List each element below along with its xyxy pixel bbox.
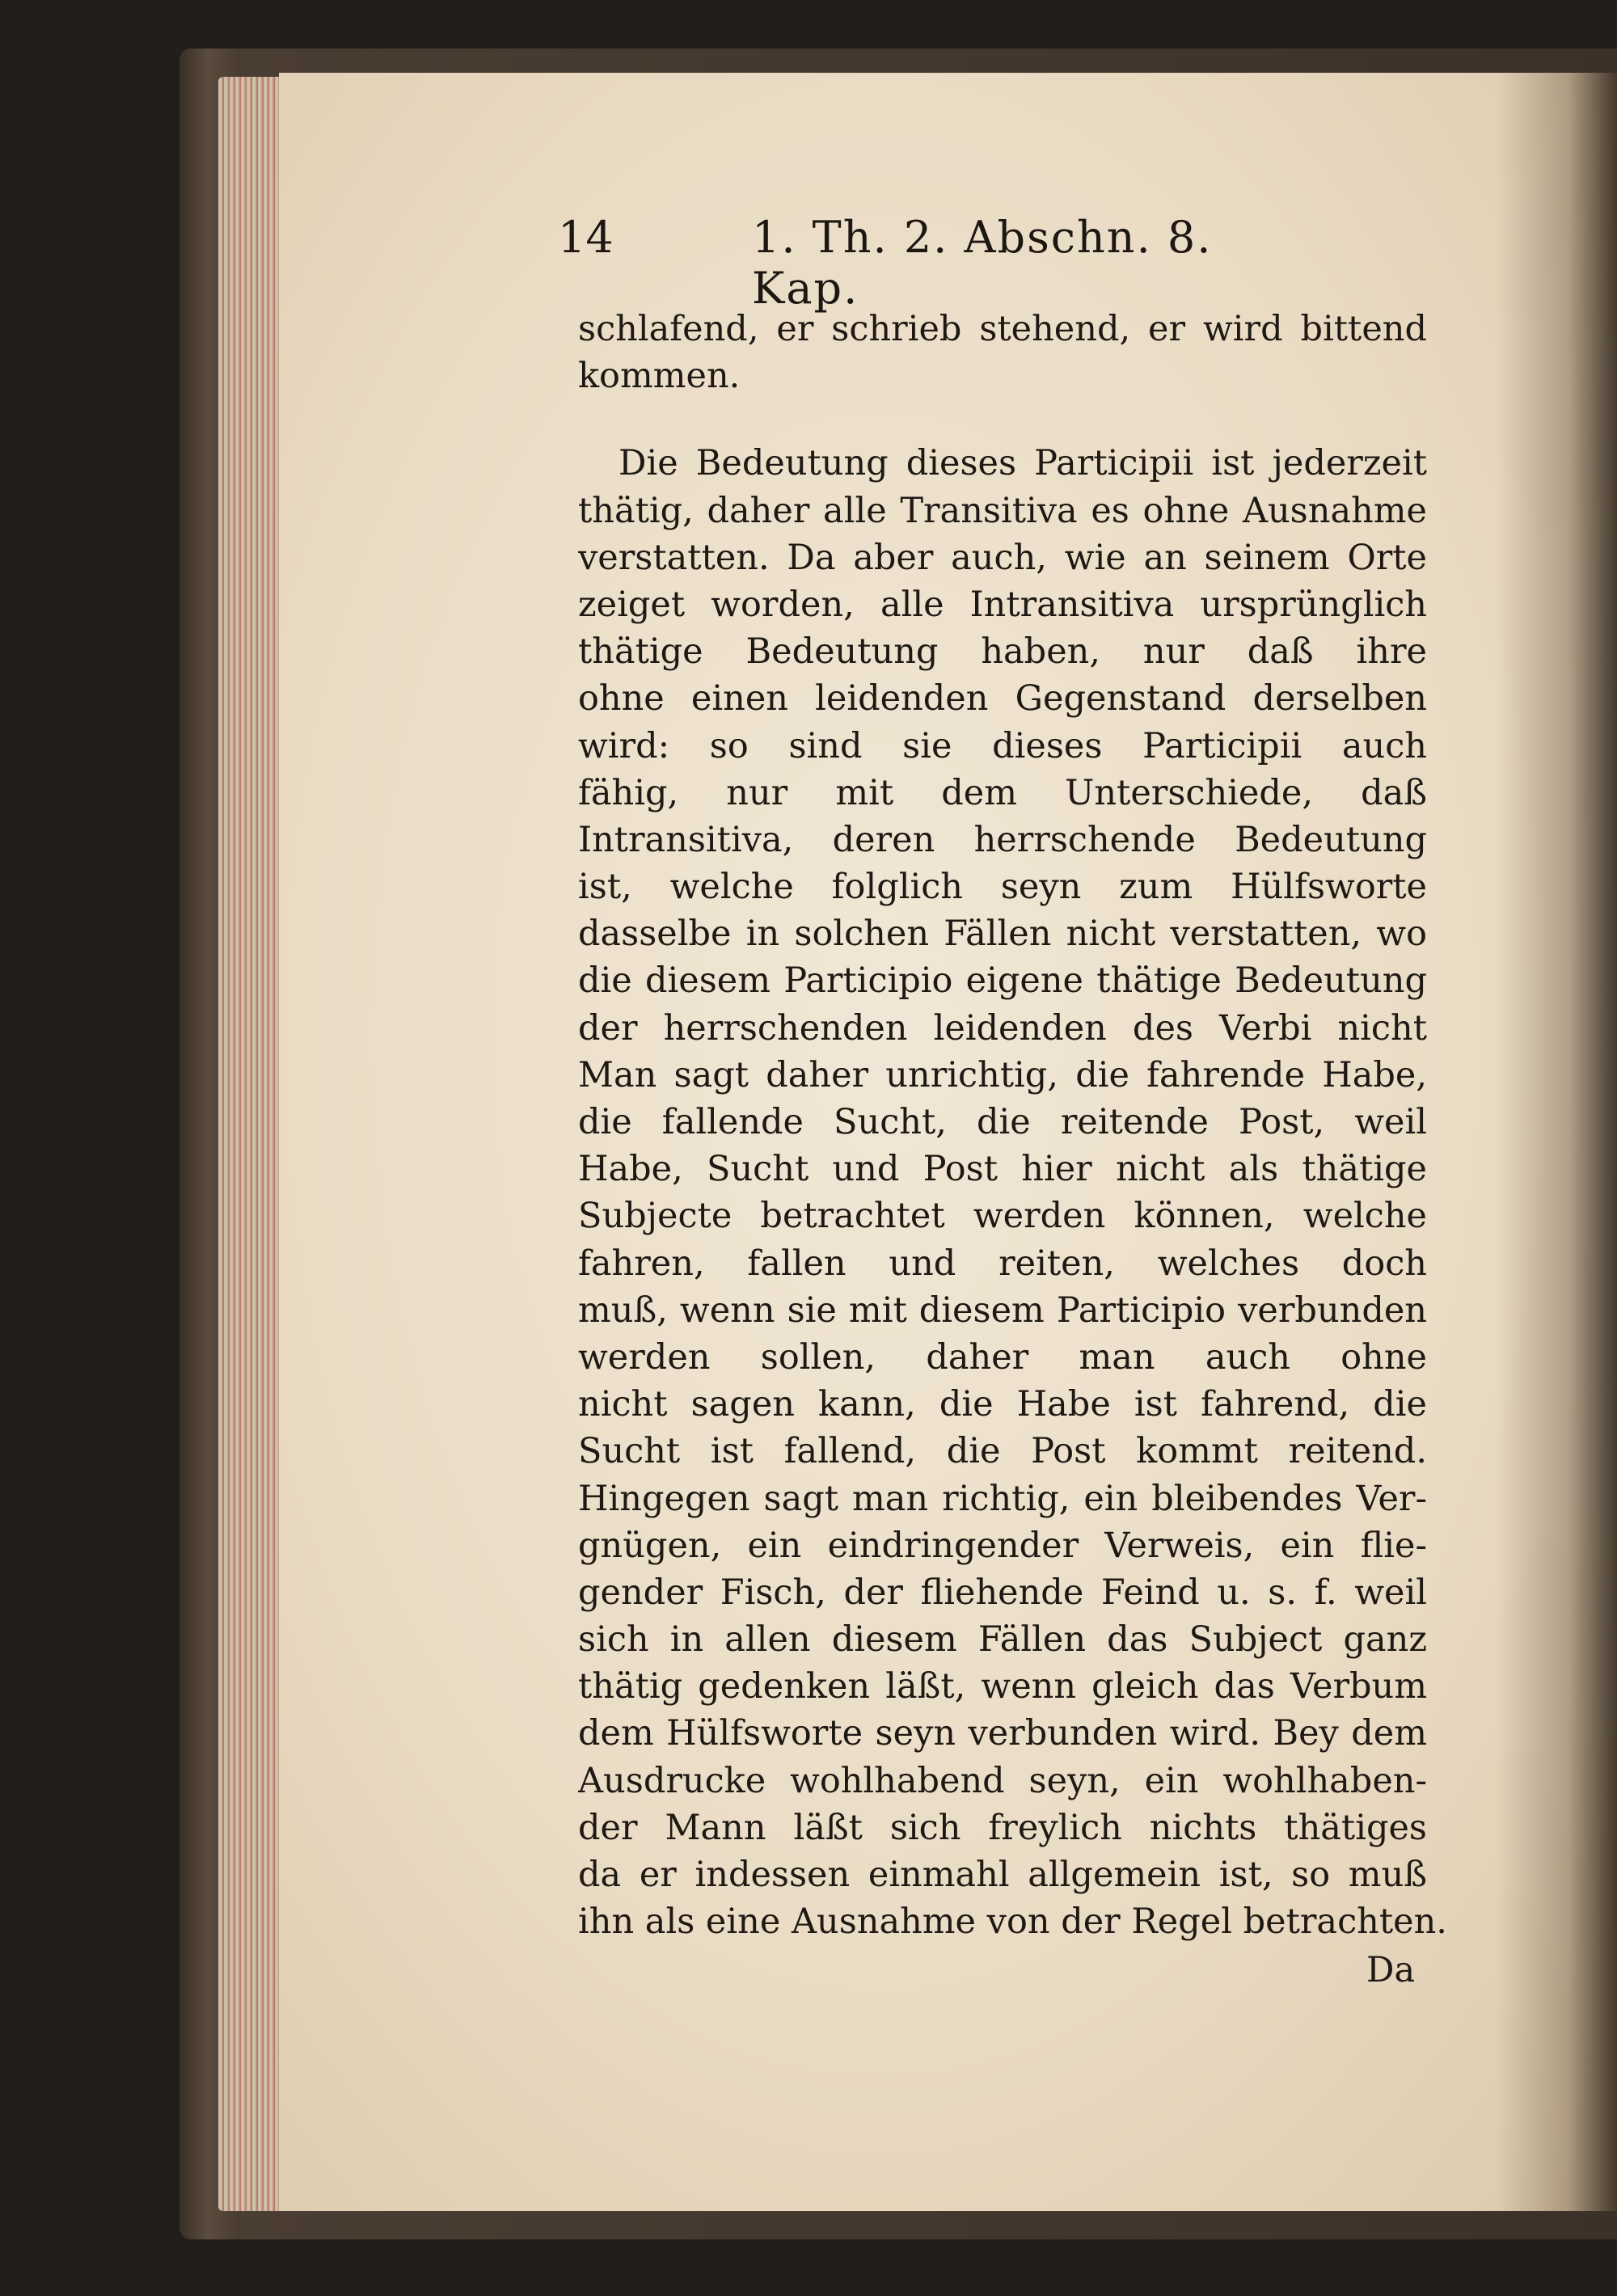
text-line: thätige Bedeutung haben, nur daß ihre xyxy=(578,631,1427,673)
text-line: Die Bedeutung dieses Participii ist jederzeit xyxy=(619,443,1427,484)
text-line: Subjecte betrachtet werden können, welche xyxy=(578,1196,1427,1237)
text-line: fähig, nur mit dem Unterschiede, daß xyxy=(578,772,1427,813)
text-line: werden sollen, daher man auch ohne xyxy=(578,1336,1427,1378)
catchword: Da xyxy=(1366,1950,1416,1990)
text-line: thätig gedenken läßt, wenn gleich das Verbum xyxy=(578,1666,1427,1707)
text-line: die diesem Participio eigene thätige Bedeutung xyxy=(578,960,1427,1002)
text-line: wird: so sind sie dieses Participii auch xyxy=(578,725,1427,766)
text-line: Sucht ist fallend, die Post kommt reitend. xyxy=(578,1431,1427,1472)
paragraph-gap xyxy=(578,399,1427,440)
text-line: Ausdrucke wohlhabend seyn, ein wohlhaben- xyxy=(578,1760,1427,1801)
page-edges xyxy=(218,77,283,2211)
text-line: der Mann läßt sich freylich nichts thätiges xyxy=(578,1807,1427,1848)
text-line: verstatten. Da aber auch, wie an seinem Orte xyxy=(578,537,1427,578)
paragraph xyxy=(578,306,1427,399)
paragraph xyxy=(578,440,1447,1945)
text-line: dem Hülfsworte seyn verbunden wird. Bey dem xyxy=(578,1713,1427,1754)
text-line: ohne einen leidenden Gegenstand derselben xyxy=(578,678,1427,720)
text-line: thätig, daher alle Transitiva es ohne Ausnahme xyxy=(578,490,1427,531)
text-line: nicht sagen kann, die Habe ist fahrend, die xyxy=(578,1384,1427,1425)
text-line: kommen. xyxy=(578,356,741,397)
text-line: dasselbe in solchen Fällen nicht verstatten, wo xyxy=(578,914,1427,955)
gutter-shadow xyxy=(1496,73,1617,2211)
text-line: Habe, Sucht und Post hier nicht als thätige xyxy=(578,1149,1427,1190)
text-line: ist, welche folglich seyn zum Hülfsworte xyxy=(578,867,1427,908)
text-line: fahren, fallen und reiten, welches doch xyxy=(578,1243,1427,1284)
text-line: da er indessen einmahl allgemein ist, so muß xyxy=(578,1855,1427,1895)
text-line: der herrschenden leidenden des Verbi nicht xyxy=(578,1007,1427,1049)
page-number: 14 xyxy=(558,212,614,263)
text-line: ihn als eine Ausnahme von der Regel betrachten. xyxy=(578,1901,1447,1943)
text-line: gender Fisch, der fliehende Feind u. s. f. weil xyxy=(578,1572,1427,1613)
text-line: schlafend, er schrieb stehend, er wird bittend xyxy=(578,309,1427,349)
text-line: Man sagt daher unrichtig, die fahrende Habe, xyxy=(578,1054,1427,1095)
text-line: muß, wenn sie mit diesem Participio verbunden xyxy=(578,1289,1427,1331)
body-text xyxy=(578,306,1447,1945)
text-line: gnügen, ein eindringender Verweis, ein flie- xyxy=(578,1525,1427,1566)
text-line: sich in allen diesem Fällen das Subject ganz xyxy=(578,1619,1427,1661)
text-line: zeiget worden, alle Intransitiva ursprünglich xyxy=(578,584,1427,625)
text-line: die fallende Sucht, die reitende Post, weil xyxy=(578,1102,1427,1142)
text-line: Hingegen sagt man richtig, ein bleibendes Ver- xyxy=(578,1478,1427,1519)
running-head: 1. Th. 2. Abschn. 8. Kap. xyxy=(752,212,1213,314)
text-line: Intransitiva, deren herrschende Bedeutung xyxy=(578,819,1427,860)
page-header xyxy=(558,212,1286,314)
